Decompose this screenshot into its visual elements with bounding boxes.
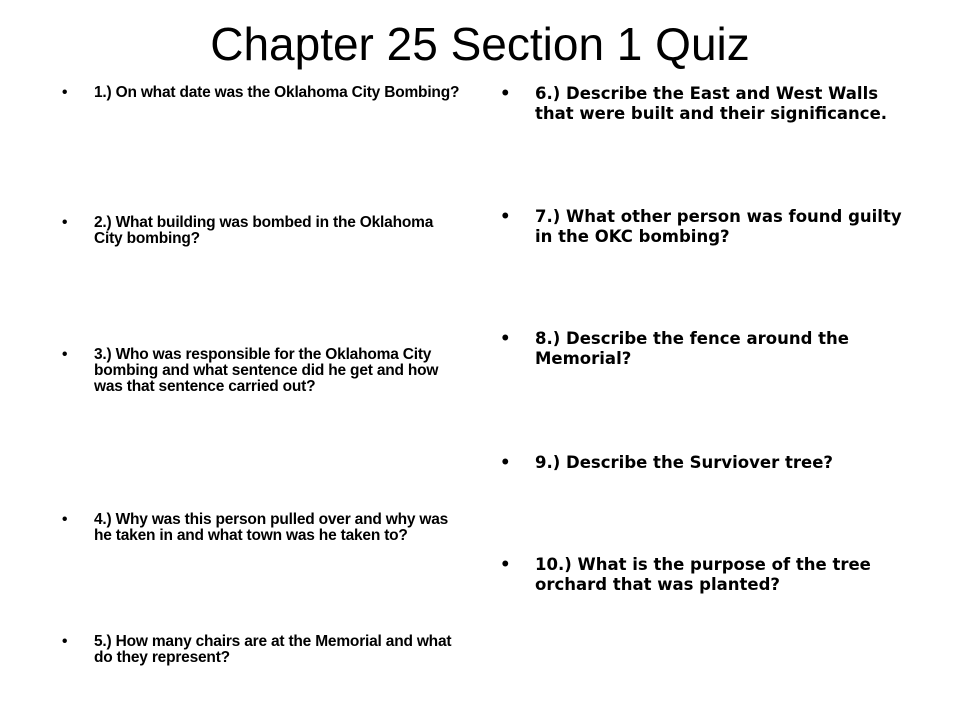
bullet-icon: •	[62, 84, 68, 101]
question-text: 4.) Why was this person pulled over and why was he taken in and what town was he taken to?	[94, 511, 449, 544]
slide-title: Chapter 25 Section 1 Quiz	[210, 18, 750, 70]
question-text: 1.) On what date was the Oklahoma City Bombing?	[94, 84, 460, 101]
question-item	[62, 634, 462, 666]
bullet-icon: •	[62, 633, 68, 650]
question-text: 7.) What other person was found guilty in the OKC bombing?	[535, 207, 902, 246]
question-text: 10.) What is the purpose of the tree orchard that was planted?	[535, 555, 871, 594]
question-item	[500, 329, 920, 369]
question-item	[62, 85, 462, 101]
question-text: 6.) Describe the East and West Walls that were built and their significance.	[535, 84, 888, 123]
question-text: 9.) Describe the Surviover tree?	[535, 453, 833, 472]
bullet-icon: •	[62, 346, 68, 363]
question-item	[62, 215, 462, 247]
bullet-icon: •	[500, 207, 511, 226]
question-item	[500, 453, 920, 473]
question-item	[62, 512, 462, 544]
question-item	[62, 347, 462, 395]
bullet-icon: •	[500, 329, 511, 348]
bullet-icon: •	[62, 511, 68, 528]
question-item	[500, 555, 920, 595]
bullet-icon: •	[500, 84, 511, 103]
question-item	[500, 207, 920, 247]
bullet-icon: •	[500, 555, 511, 574]
question-text: 3.) Who was responsible for the Oklahoma City bombing and what sentence did he get and how was that sentence carried out?	[94, 346, 439, 395]
question-text: 5.) How many chairs are at the Memorial and what do they represent?	[94, 633, 452, 666]
question-text: 8.) Describe the fence around the Memorial?	[535, 329, 849, 368]
bullet-icon: •	[500, 453, 511, 472]
question-text: 2.) What building was bombed in the Oklahoma City bombing?	[94, 214, 434, 247]
bullet-icon: •	[62, 214, 68, 231]
question-item	[500, 84, 920, 124]
